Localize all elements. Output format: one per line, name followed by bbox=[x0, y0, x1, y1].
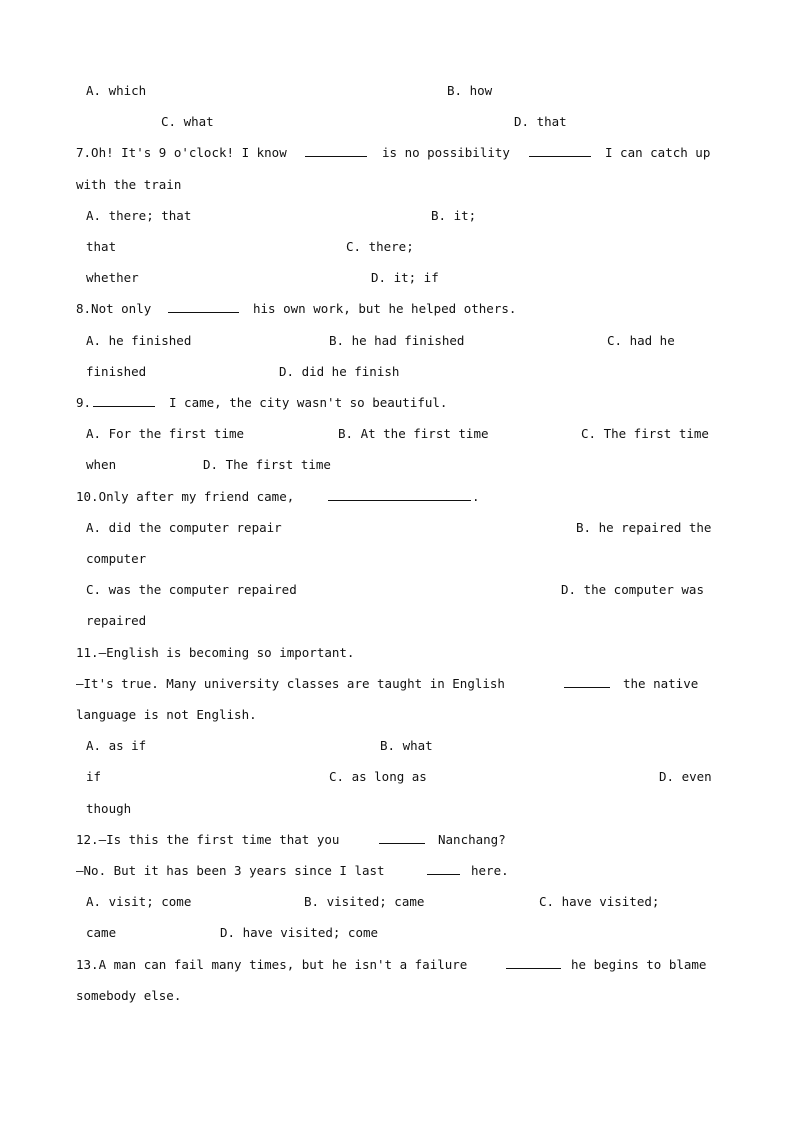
option-line bbox=[0, 612, 794, 630]
question-text: 8.Not only bbox=[76, 301, 152, 316]
question-text: 12.—Is this the first time that you bbox=[76, 832, 340, 847]
option-c: C. was the computer repaired bbox=[86, 582, 297, 597]
option-c: C. as long as bbox=[329, 769, 427, 784]
option-continuation: though bbox=[86, 801, 132, 816]
option-line bbox=[0, 737, 794, 755]
question-10-line bbox=[0, 488, 794, 506]
option-line bbox=[0, 581, 794, 599]
option-c: C. had he bbox=[607, 333, 675, 348]
question-text: is no possibility bbox=[382, 145, 510, 160]
answer-blank bbox=[305, 144, 367, 157]
question-text: somebody else. bbox=[76, 988, 182, 1003]
option-d: D. have visited; come bbox=[220, 925, 379, 940]
question-text: his own work, but he helped others. bbox=[253, 301, 517, 316]
option-line bbox=[0, 82, 794, 100]
option-c: C. The first time bbox=[581, 426, 709, 441]
question-7-line bbox=[0, 144, 794, 162]
question-number: 9. bbox=[76, 395, 92, 410]
option-b: B. it; bbox=[431, 208, 477, 223]
question-text: —It's true. Many university classes are taught in English bbox=[76, 676, 505, 691]
option-c: C. have visited; bbox=[539, 894, 660, 909]
option-continuation: came bbox=[86, 925, 117, 940]
option-continuation: that bbox=[86, 239, 117, 254]
option-a: A. as if bbox=[86, 738, 147, 753]
option-a: A. he finished bbox=[86, 333, 192, 348]
option-line bbox=[0, 238, 794, 256]
option-b: B. At the first time bbox=[338, 426, 489, 441]
question-13-line bbox=[0, 956, 794, 974]
option-continuation: computer bbox=[86, 551, 147, 566]
question-8-line bbox=[0, 300, 794, 318]
option-continuation: whether bbox=[86, 270, 139, 285]
option-line bbox=[0, 113, 794, 131]
question-text: I came, the city wasn't so beautiful. bbox=[169, 395, 448, 410]
option-d: D. even bbox=[659, 769, 712, 784]
option-line bbox=[0, 207, 794, 225]
option-b: B. visited; came bbox=[304, 894, 425, 909]
question-punctuation: . bbox=[472, 489, 480, 504]
option-d: D. The first time bbox=[203, 457, 331, 472]
option-c: C. what bbox=[161, 114, 214, 129]
answer-blank bbox=[564, 675, 610, 688]
option-line bbox=[0, 924, 794, 942]
question-text: 13.A man can fail many times, but he isn't a failure bbox=[76, 957, 468, 972]
answer-blank bbox=[168, 300, 239, 313]
question-text: here. bbox=[471, 863, 509, 878]
question-text: I can catch up bbox=[605, 145, 711, 160]
question-text: —No. But it has been 3 years since I last bbox=[76, 863, 385, 878]
option-line bbox=[0, 363, 794, 381]
option-d: D. did he finish bbox=[279, 364, 400, 379]
question-line bbox=[0, 176, 794, 194]
answer-blank bbox=[93, 394, 155, 407]
answer-blank bbox=[529, 144, 591, 157]
option-d: D. it; if bbox=[371, 270, 439, 285]
option-line bbox=[0, 332, 794, 350]
option-line bbox=[0, 456, 794, 474]
question-text: 10.Only after my friend came, bbox=[76, 489, 295, 504]
question-text: the native bbox=[623, 676, 699, 691]
answer-blank bbox=[379, 831, 425, 844]
option-b: B. what bbox=[380, 738, 433, 753]
question-12-line bbox=[0, 831, 794, 849]
option-a: A. visit; come bbox=[86, 894, 192, 909]
question-11-line bbox=[0, 644, 794, 662]
question-line bbox=[0, 862, 794, 880]
option-continuation: repaired bbox=[86, 613, 147, 628]
question-9-line bbox=[0, 394, 794, 412]
option-b: B. he repaired the bbox=[576, 520, 712, 535]
question-text: he begins to blame bbox=[571, 957, 707, 972]
option-continuation: if bbox=[86, 769, 102, 784]
option-b: B. how bbox=[447, 83, 493, 98]
option-continuation: when bbox=[86, 457, 117, 472]
question-text: Nanchang? bbox=[438, 832, 506, 847]
option-a: A. which bbox=[86, 83, 147, 98]
option-b: B. he had finished bbox=[329, 333, 465, 348]
question-line bbox=[0, 706, 794, 724]
option-line bbox=[0, 519, 794, 537]
option-a: A. For the first time bbox=[86, 426, 245, 441]
question-text: 11.—English is becoming so important. bbox=[76, 645, 355, 660]
question-line bbox=[0, 987, 794, 1005]
option-line bbox=[0, 425, 794, 443]
question-text: language is not English. bbox=[76, 707, 257, 722]
option-c: C. there; bbox=[346, 239, 414, 254]
question-text: 7.Oh! It's 9 o'clock! I know bbox=[76, 145, 287, 160]
option-line bbox=[0, 269, 794, 287]
option-line bbox=[0, 800, 794, 818]
option-a: A. did the computer repair bbox=[86, 520, 282, 535]
option-line bbox=[0, 893, 794, 911]
option-a: A. there; that bbox=[86, 208, 192, 223]
option-continuation: finished bbox=[86, 364, 147, 379]
answer-blank bbox=[506, 956, 561, 969]
question-line bbox=[0, 675, 794, 693]
option-line bbox=[0, 768, 794, 786]
answer-blank bbox=[427, 862, 460, 875]
option-d: D. that bbox=[514, 114, 567, 129]
answer-blank bbox=[328, 488, 471, 501]
option-line bbox=[0, 550, 794, 568]
option-d: D. the computer was bbox=[561, 582, 704, 597]
question-text: with the train bbox=[76, 177, 182, 192]
